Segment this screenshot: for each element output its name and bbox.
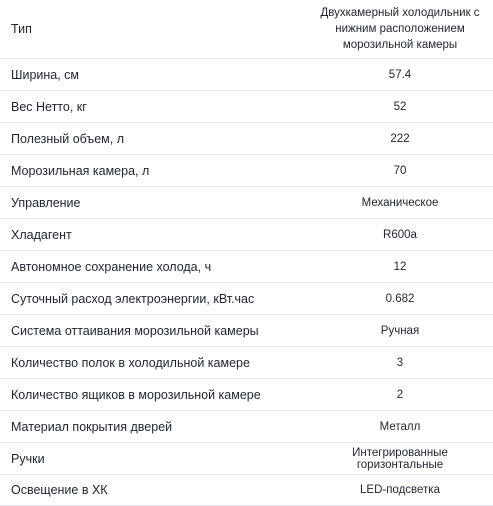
spec-row-useful-volume bbox=[0, 123, 493, 155]
spec-value: Механическое bbox=[307, 187, 493, 219]
spec-value: Интегрированные горизонтальные bbox=[307, 443, 493, 475]
spec-value: 0.682 bbox=[307, 283, 493, 315]
spec-label: Управление bbox=[0, 187, 307, 219]
spec-row-fridge-shelves bbox=[0, 347, 493, 379]
spec-label: Ширина, см bbox=[0, 59, 307, 91]
spec-label: Полезный объем, л bbox=[0, 123, 307, 155]
spec-row-door-material bbox=[0, 411, 493, 443]
spec-label: Морозильная камера, л bbox=[0, 155, 307, 187]
spec-value: Двухкамерный холодильник с нижним расположением морозильной камеры bbox=[307, 0, 493, 59]
spec-label: Хладагент bbox=[0, 219, 307, 251]
spec-value: Металл bbox=[307, 411, 493, 443]
spec-value: R600a bbox=[307, 219, 493, 251]
spec-row-refrigerant bbox=[0, 219, 493, 251]
spec-label: Освещение в ХК bbox=[0, 475, 307, 506]
spec-label: Вес Нетто, кг bbox=[0, 91, 307, 123]
spec-row-energy-consumption bbox=[0, 283, 493, 315]
spec-row-control bbox=[0, 187, 493, 219]
spec-value: 3 bbox=[307, 347, 493, 379]
spec-row-net-weight bbox=[0, 91, 493, 123]
spec-row-freezer-drawers bbox=[0, 379, 493, 411]
spec-value: 57.4 bbox=[307, 59, 493, 91]
spec-label: Ручки bbox=[0, 443, 307, 475]
spec-label: Система оттаивания морозильной камеры bbox=[0, 315, 307, 347]
spec-label: Количество полок в холодильной камере bbox=[0, 347, 307, 379]
spec-row-fridge-lighting bbox=[0, 475, 493, 506]
spec-row-defrost-system bbox=[0, 315, 493, 347]
spec-label: Материал покрытия дверей bbox=[0, 411, 307, 443]
spec-value: 52 bbox=[307, 91, 493, 123]
spec-row-type bbox=[0, 0, 493, 59]
spec-row-autonomous-cold bbox=[0, 251, 493, 283]
spec-row-handles bbox=[0, 443, 493, 475]
spec-value: LED-подсветка bbox=[307, 475, 493, 506]
spec-row-width bbox=[0, 59, 493, 91]
spec-label: Количество ящиков в морозильной камере bbox=[0, 379, 307, 411]
spec-value: 2 bbox=[307, 379, 493, 411]
spec-label: Автономное сохранение холода, ч bbox=[0, 251, 307, 283]
spec-value: 222 bbox=[307, 123, 493, 155]
spec-value: 12 bbox=[307, 251, 493, 283]
spec-row-freezer-volume bbox=[0, 155, 493, 187]
spec-label: Тип bbox=[0, 0, 307, 59]
spec-value: 70 bbox=[307, 155, 493, 187]
spec-label: Суточный расход электроэнергии, кВт.час bbox=[0, 283, 307, 315]
spec-value: Ручная bbox=[307, 315, 493, 347]
